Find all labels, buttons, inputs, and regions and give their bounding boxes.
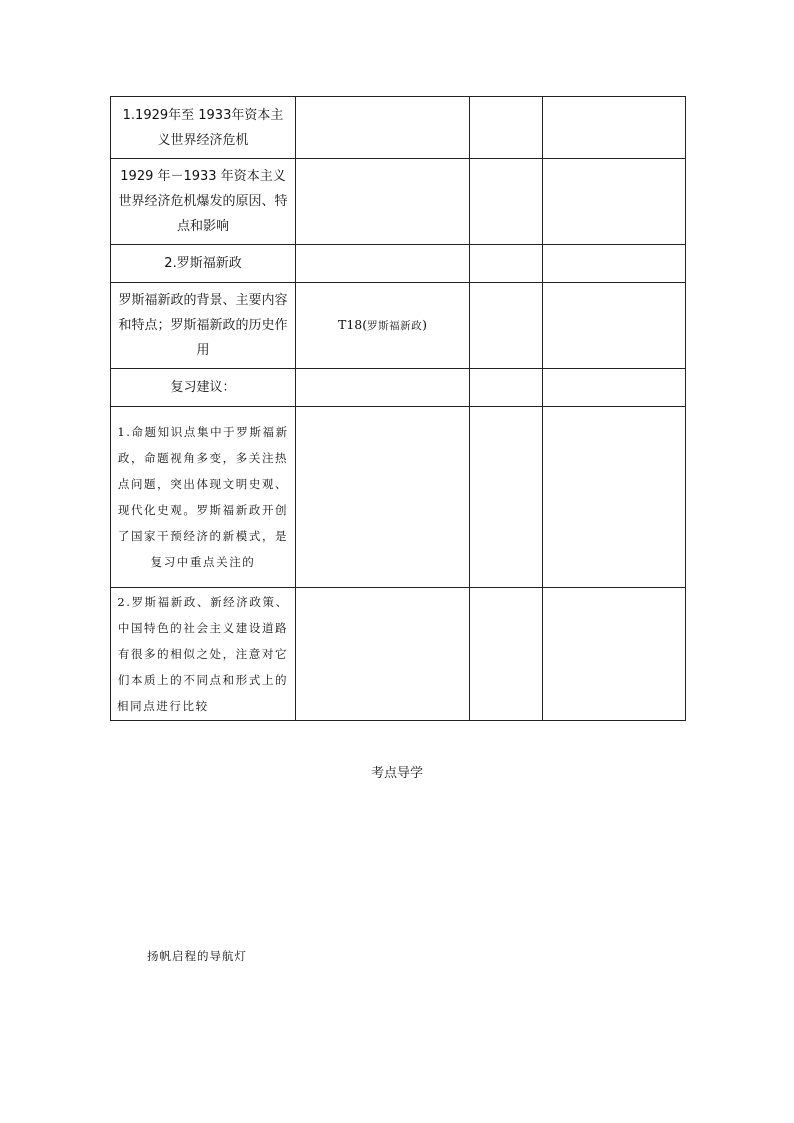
exam-item-topic: 罗斯福新政 [367,320,423,332]
table-row [111,283,686,369]
cell-empty [470,588,543,721]
cell-empty [543,369,686,407]
cell-advice-2: 2.罗斯福新政、新经济政策、中国特色的社会主义建设道路有很多的相似之处，注意对它们本质上的不同点和形式上的相同点进行比较 [111,588,296,721]
exam-item-code: T18( [337,317,368,332]
footer-caption: 扬帆启程的导航灯 [147,949,247,963]
section-heading: 考点导学 [370,766,423,781]
cell-topic-1: 1.1929年至 1933年资本主义世界经济危机 [111,97,296,159]
cell-empty [543,159,686,245]
table-row [111,245,686,283]
cell-empty [296,97,470,159]
cell-empty [543,245,686,283]
cell-empty [296,369,470,407]
review-table [110,96,686,721]
cell-advice-1: 1.命题知识点集中于罗斯福新政，命题视角多变，多关注热点问题，突出体现文明史观、现代化史观。罗斯福新政开创了国家干预经济的新模式，是复习中重点关注的 [111,407,296,588]
cell-empty [470,369,543,407]
cell-empty [470,407,543,588]
cell-topic-2-detail: 罗斯福新政的背景、主要内容和特点；罗斯福新政的历史作用 [111,283,296,369]
table-row [111,588,686,721]
cell-empty [470,245,543,283]
table-row [111,159,686,245]
cell-empty [543,588,686,721]
cell-empty [543,283,686,369]
cell-empty [543,407,686,588]
table-row [111,369,686,407]
cell-empty [296,407,470,588]
cell-empty [543,97,686,159]
cell-empty [470,283,543,369]
table-row [111,407,686,588]
cell-topic-2: 2.罗斯福新政 [111,245,296,283]
cell-empty [470,97,543,159]
cell-exam-item [296,283,470,369]
cell-empty [296,245,470,283]
cell-topic-1-detail: 1929 年－1933 年资本主义世界经济危机爆发的原因、特点和影响 [111,159,296,245]
cell-empty [296,588,470,721]
cell-review-advice: 复习建议： [111,369,296,407]
cell-empty [296,159,470,245]
table-row [111,97,686,159]
cell-empty [470,159,543,245]
exam-item-close: ) [422,317,427,332]
